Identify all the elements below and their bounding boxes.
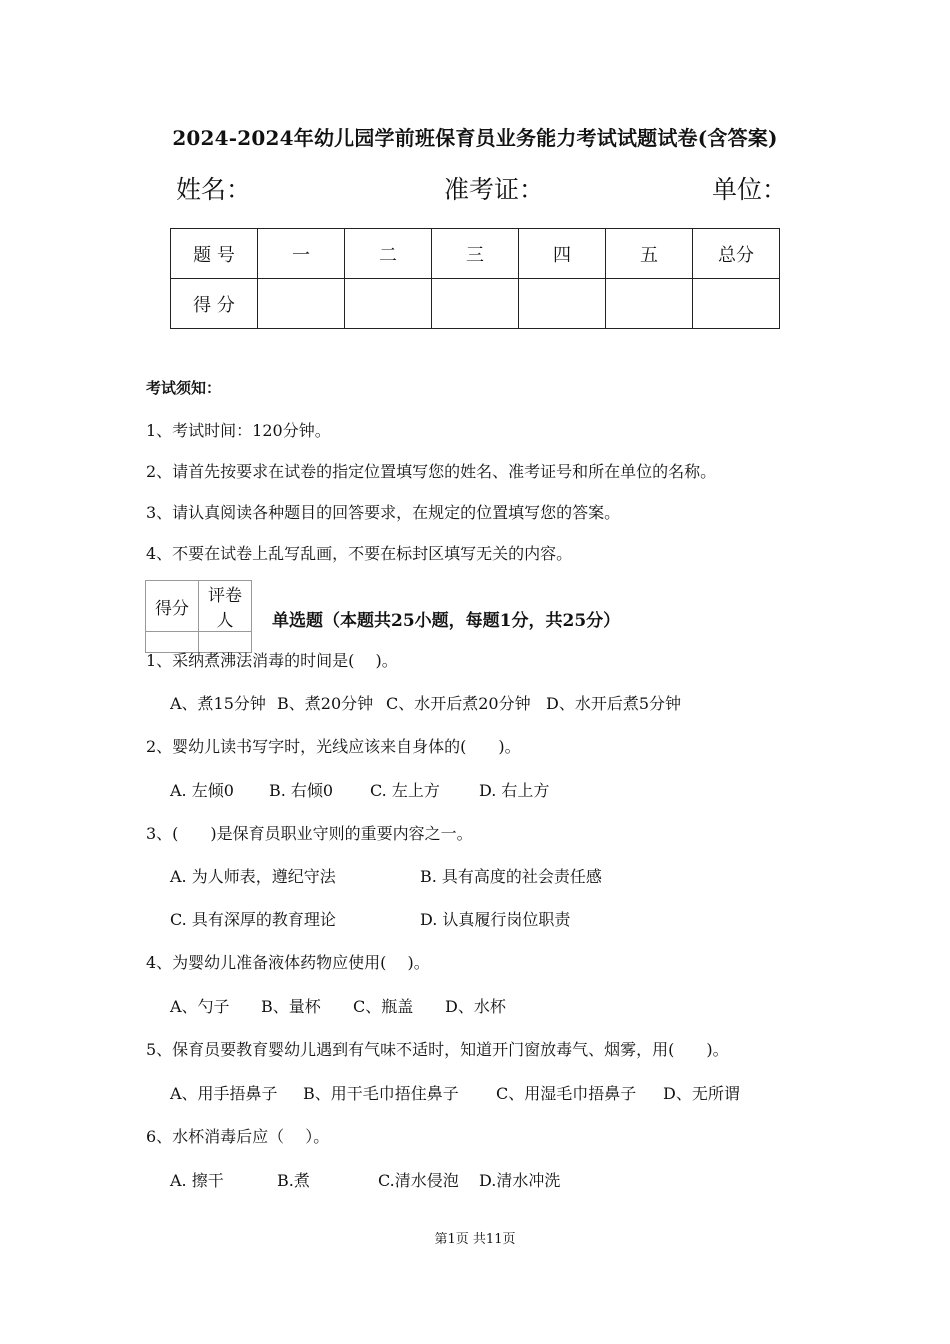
answer-option[interactable]: B、煮20分钟 <box>277 694 374 713</box>
score-table-score-row <box>171 279 780 329</box>
grader-box <box>145 580 252 653</box>
exam-id-field-label: 准考证： <box>444 175 545 204</box>
score-table-cell: 五 <box>606 229 693 279</box>
notice-item: 3、请认真阅读各种题目的回答要求，在规定的位置填写您的答案。 <box>146 503 621 522</box>
score-entry-cell[interactable] <box>693 279 780 329</box>
question-text: 3、( )是保育员职业守则的重要内容之一。 <box>146 824 473 843</box>
question-text: 5、保育员要教育婴幼儿遇到有气味不适时，知道开门窗放毒气、烟雾，用( )。 <box>146 1040 729 1059</box>
answer-option[interactable]: D、水开后煮5分钟 <box>546 694 682 713</box>
answer-option[interactable]: C、水开后煮20分钟 <box>386 694 531 713</box>
score-table-cell: 一 <box>258 229 345 279</box>
answer-option[interactable]: A. 擦干 <box>170 1171 224 1190</box>
answer-option[interactable]: B. 右倾0 <box>269 781 334 800</box>
section-title: 单选题（本题共25小题，每题1分，共25分） <box>272 611 621 631</box>
answer-option[interactable]: C.清水侵泡 <box>378 1171 459 1190</box>
answer-option[interactable]: B、量杯 <box>261 997 321 1016</box>
answer-option[interactable]: C. 具有深厚的教育理论 <box>170 910 336 929</box>
answer-option[interactable]: B. 具有高度的社会责任感 <box>420 867 602 886</box>
score-entry-cell[interactable] <box>432 279 519 329</box>
page-footer: 第1页 共11页 <box>434 1232 516 1247</box>
answer-option[interactable]: B、用干毛巾捂住鼻子 <box>303 1084 459 1103</box>
answer-option[interactable]: D. 认真履行岗位职责 <box>420 910 571 929</box>
notice-item: 2、请首先按要求在试卷的指定位置填写您的姓名、准考证号和所在单位的名称。 <box>146 462 717 481</box>
notice-item: 1、考试时间：120分钟。 <box>146 421 331 440</box>
answer-option[interactable]: B.煮 <box>277 1171 310 1190</box>
unit-field-label: 单位： <box>712 175 788 204</box>
answer-option[interactable]: A. 为人师表，遵纪守法 <box>170 867 336 886</box>
question-text: 4、为婴幼儿准备液体药物应使用( )。 <box>146 953 430 972</box>
notice-item: 4、不要在试卷上乱写乱画，不要在标封区填写无关的内容。 <box>146 544 573 563</box>
grader-reviewer-label: 评卷人 <box>199 581 252 632</box>
question-text: 2、婴幼儿读书写字时，光线应该来自身体的( )。 <box>146 737 521 756</box>
score-table-cell: 四 <box>519 229 606 279</box>
answer-option[interactable]: A. 左倾0 <box>170 781 234 800</box>
score-table-cell: 得 分 <box>171 279 258 329</box>
score-table-cell: 三 <box>432 229 519 279</box>
score-table-header-row <box>171 229 780 279</box>
question-text: 6、水杯消毒后应（ ）。 <box>146 1127 330 1146</box>
answer-option[interactable]: D、无所谓 <box>663 1084 740 1103</box>
document-title: 2024-2024年幼儿园学前班保育员业务能力考试试题试卷(含答案) <box>172 126 778 150</box>
score-entry-cell[interactable] <box>519 279 606 329</box>
answer-option[interactable]: C. 左上方 <box>370 781 440 800</box>
answer-option[interactable]: A、用手捂鼻子 <box>170 1084 278 1103</box>
answer-option[interactable]: A、煮15分钟 <box>170 694 266 713</box>
score-table-cell: 总分 <box>693 229 780 279</box>
score-table <box>170 228 780 329</box>
answer-option[interactable]: D.清水冲洗 <box>479 1171 561 1190</box>
answer-option[interactable]: D. 右上方 <box>479 781 550 800</box>
answer-option[interactable]: D、水杯 <box>445 997 506 1016</box>
score-entry-cell[interactable] <box>345 279 432 329</box>
grader-score-label: 得分 <box>146 581 199 632</box>
answer-option[interactable]: C、瓶盖 <box>353 997 414 1016</box>
answer-option[interactable]: A、勺子 <box>170 997 230 1016</box>
question-text: 1、采纳煮沸法消毒的时间是( )。 <box>146 651 398 670</box>
notice-title: 考试须知： <box>146 379 222 397</box>
score-entry-cell[interactable] <box>258 279 345 329</box>
score-table-cell: 题 号 <box>171 229 258 279</box>
score-table-cell: 二 <box>345 229 432 279</box>
answer-option[interactable]: C、用湿毛巾捂鼻子 <box>496 1084 637 1103</box>
score-entry-cell[interactable] <box>606 279 693 329</box>
name-field-label: 姓名： <box>176 175 252 204</box>
